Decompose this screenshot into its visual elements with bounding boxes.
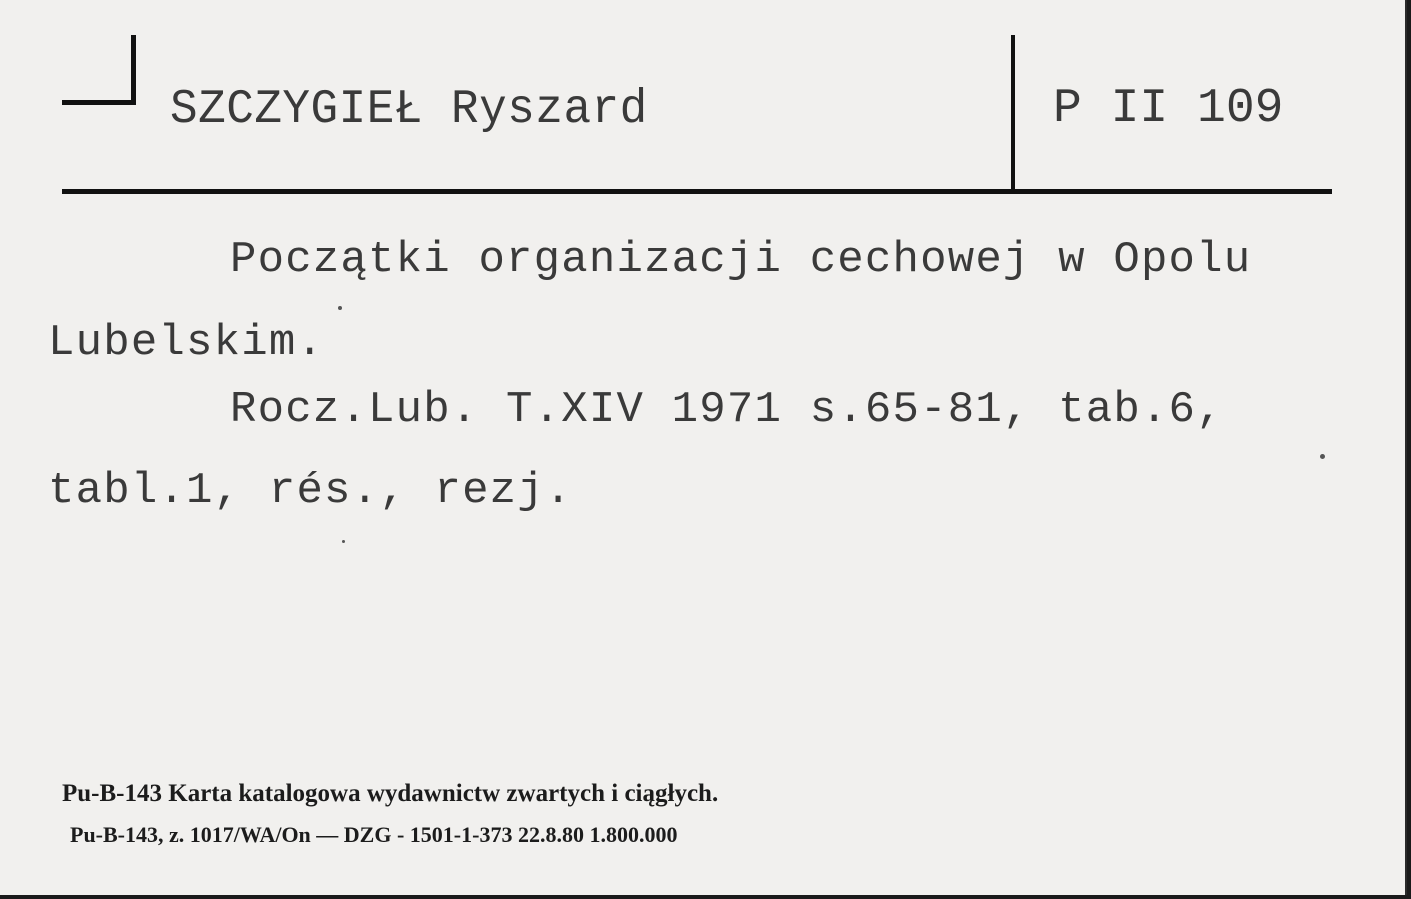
citation-line-1: Rocz.Lub. T.XIV 1971 s.65-81, tab.6, <box>230 385 1224 435</box>
citation-line-2: tabl.1, rés., rezj. <box>48 466 573 516</box>
header-rule <box>62 189 1332 194</box>
title-line-2: Lubelskim. <box>48 318 325 368</box>
ink-speck <box>1320 454 1325 459</box>
call-number: P II 109 <box>1053 82 1284 136</box>
title-line-1: Początki organizacji cechowej w Opolu <box>230 235 1252 285</box>
print-info: Pu-B-143, z. 1017/WA/On — DZG - 1501-1-373 22.8.80 1.800.000 <box>70 822 678 847</box>
corner-mark-horizontal <box>62 100 136 105</box>
call-number-divider <box>1011 35 1015 192</box>
corner-mark-vertical <box>131 35 136 105</box>
ink-speck <box>342 540 345 543</box>
form-title: Pu-B-143 Karta katalogowa wydawnictw zwartych i ciągłych. <box>62 780 719 807</box>
ink-speck <box>338 306 342 310</box>
author-heading: SZCZYGIEŁ Ryszard <box>170 82 648 137</box>
